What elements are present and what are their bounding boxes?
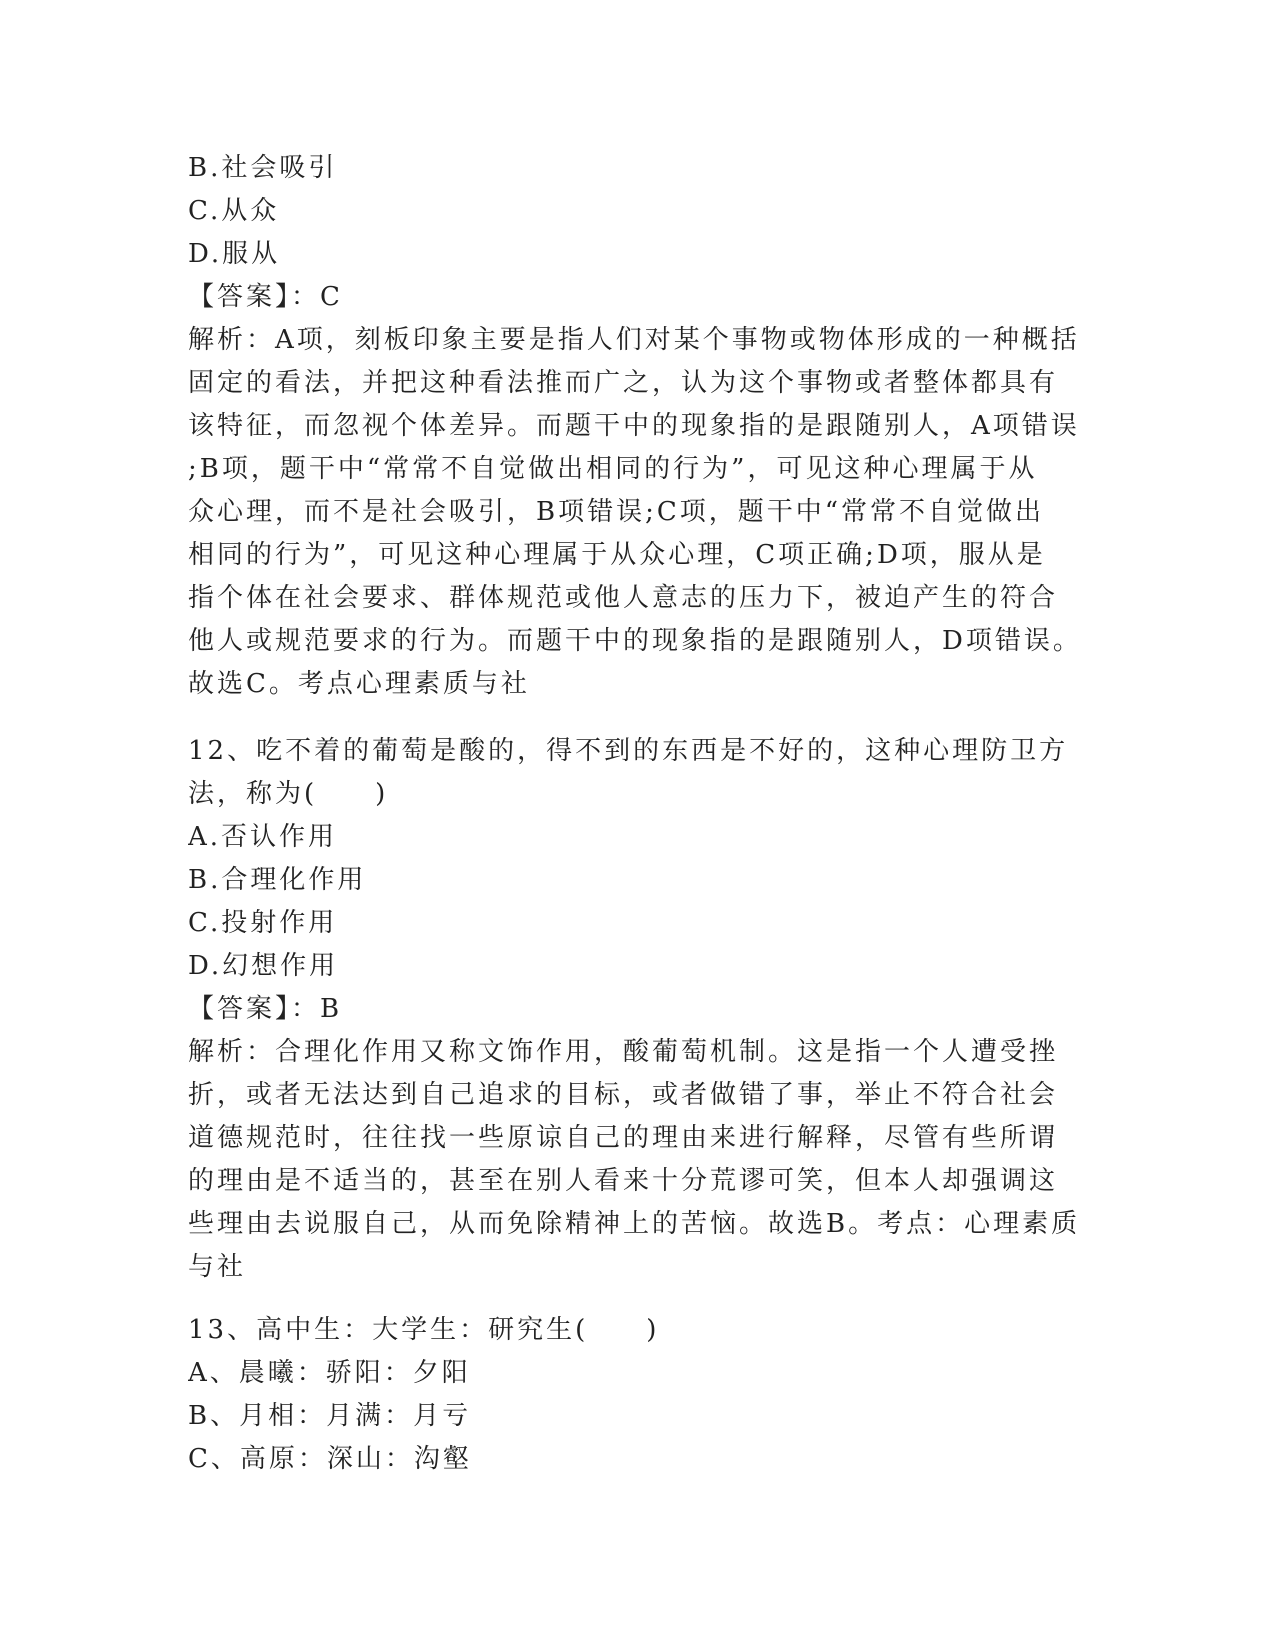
q12-analysis-line: 折，或者无法达到自己追求的目标，或者做错了事，举止不符合社会	[188, 1080, 1059, 1110]
q11-analysis-line: 相同的行为”，可见这种心理属于从众心理，C项正确;D项，服从是	[188, 540, 1046, 570]
question-13-block	[188, 1309, 1088, 1481]
q11-analysis-line: 该特征，而忽视个体差异。而题干中的现象指的是跟随别人，A项错误	[188, 411, 1080, 441]
q11-option-c: C.从众	[188, 196, 280, 226]
q11-option-b: B.社会吸引	[188, 153, 338, 183]
q12-option-d: D.幻想作用	[188, 951, 339, 981]
q11-analysis-line: 他人或规范要求的行为。而题干中的现象指的是跟随别人，D项错误。	[188, 626, 1082, 656]
q12-option-b: B.合理化作用	[188, 865, 367, 895]
q11-option-d: D.服从	[188, 239, 281, 269]
q13-option-b: B、月相：月满：月亏	[188, 1401, 472, 1431]
q11-analysis-line: 解析：A项，刻板印象主要是指人们对某个事物或物体形成的一种概括	[188, 325, 1080, 355]
q12-question-line: 法，称为( )	[188, 779, 389, 809]
q13-option-a: A、晨曦：骄阳：夕阳	[188, 1358, 471, 1388]
q12-analysis-line: 的理由是不适当的，甚至在别人看来十分荒谬可笑，但本人却强调这	[188, 1166, 1059, 1196]
q11-analysis-line: 众心理，而不是社会吸引，B项错误;C项，题干中“常常不自觉做出	[188, 497, 1045, 527]
q12-analysis-line: 与社	[188, 1252, 247, 1282]
q12-option-a: A.否认作用	[188, 822, 338, 852]
q13-question: 13、高中生：大学生：研究生( )	[188, 1315, 660, 1345]
spacer	[188, 1289, 1088, 1309]
document-content	[188, 147, 1088, 1481]
spacer	[188, 706, 1088, 730]
q12-analysis-line: 道德规范时，往往找一些原谅自己的理由来进行解释，尽管有些所谓	[188, 1123, 1059, 1153]
q12-answer: 【答案】：B	[188, 994, 343, 1024]
q11-analysis-line: 指个体在社会要求、群体规范或他人意志的压力下，被迫产生的符合	[188, 583, 1059, 613]
q11-analysis-line: 故选C。考点心理素质与社	[188, 669, 530, 699]
q11-analysis-line: ;B项，题干中“常常不自觉做出相同的行为”，可见这种心理属于从	[188, 454, 1038, 484]
q12-option-c: C.投射作用	[188, 908, 338, 938]
question-12-block	[188, 730, 1088, 1289]
q12-question-line: 12、吃不着的葡萄是酸的，得不到的东西是不好的，这种心理防卫方	[188, 736, 1069, 766]
q11-answer: 【答案】：C	[188, 282, 343, 312]
q12-analysis-line: 解析：合理化作用又称文饰作用，酸葡萄机制。这是指一个人遭受挫	[188, 1037, 1059, 1067]
q13-option-c: C、高原：深山：沟壑	[188, 1444, 472, 1474]
q12-analysis-line: 些理由去说服自己，从而免除精神上的苦恼。故选B。考点：心理素质	[188, 1209, 1081, 1239]
question-11-block	[188, 147, 1088, 706]
q11-analysis-line: 固定的看法，并把这种看法推而广之，认为这个事物或者整体都具有	[188, 368, 1059, 398]
